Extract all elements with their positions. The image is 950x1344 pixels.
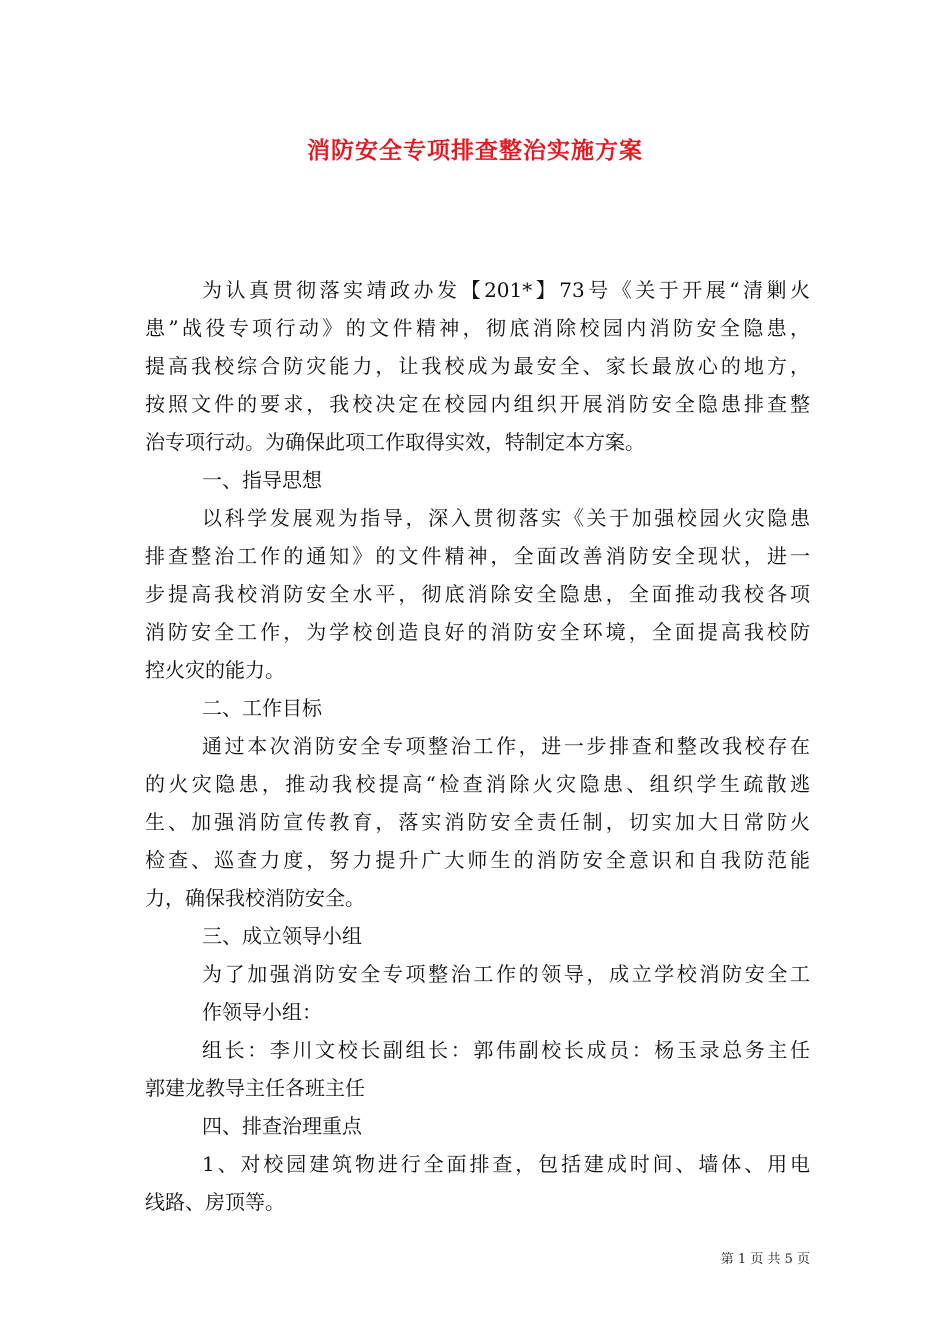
body-line: 步提高我校消防安全水平，彻底消除安全隐患，全面推动我校各项 — [145, 582, 810, 606]
section-heading: 一、指导思想 — [202, 468, 322, 492]
body-line: 为认真贯彻落实靖政办发【201*】73号《关于开展“清剿火 — [202, 278, 810, 302]
body-line: 生、加强消防宣传教育，落实消防安全责任制，切实加大日常防火 — [145, 810, 810, 834]
section-heading: 三、成立领导小组 — [202, 924, 362, 948]
body-line: 以科学发展观为指导，深入贯彻落实《关于加强校园火灾隐患 — [202, 506, 810, 530]
body-line: 排查整治工作的通知》的文件精神，全面改善消防安全现状，进一 — [145, 544, 810, 568]
body-line: 力，确保我校消防安全。 — [145, 886, 365, 910]
body-line: 按照文件的要求，我校决定在校园内组织开展消防安全隐患排查整 — [145, 392, 810, 416]
body-line: 检查、巡查力度，努力提升广大师生的消防安全意识和自我防范能 — [145, 848, 810, 872]
section-heading: 四、排查治理重点 — [202, 1114, 362, 1138]
document-title: 消防安全专项排查整治实施方案 — [307, 137, 643, 164]
body-line: 郭建龙教导主任各班主任 — [145, 1076, 365, 1100]
body-line: 提高我校综合防灾能力，让我校成为最安全、家长最放心的地方， — [145, 354, 810, 378]
page-footer: 第 1 页 共 5 页 — [720, 1252, 810, 1267]
body-line: 消防安全工作，为学校创造良好的消防安全环境，全面提高我校防 — [145, 620, 810, 644]
body-line: 治专项行动。为确保此项工作取得实效，特制定本方案。 — [145, 430, 645, 454]
body-line: 1、对校园建筑物进行全面排查，包括建成时间、墙体、用电 — [202, 1152, 810, 1176]
body-line: 组长：李川文校长副组长：郭伟副校长成员：杨玉录总务主任 — [202, 1038, 810, 1062]
body-line: 患”战役专项行动》的文件精神，彻底消除校园内消防安全隐患， — [145, 316, 810, 340]
body-line: 控火灾的能力。 — [145, 658, 285, 682]
body-line: 线路、房顶等。 — [145, 1190, 285, 1214]
body-line: 作领导小组： — [202, 1000, 322, 1024]
body-line: 的火灾隐患，推动我校提高“检查消除火灾隐患、组织学生疏散逃 — [145, 772, 810, 796]
body-line: 为了加强消防安全专项整治工作的领导，成立学校消防安全工 — [202, 962, 810, 986]
section-heading: 二、工作目标 — [202, 696, 322, 720]
body-line: 通过本次消防安全专项整治工作，进一步排查和整改我校存在 — [202, 734, 810, 758]
